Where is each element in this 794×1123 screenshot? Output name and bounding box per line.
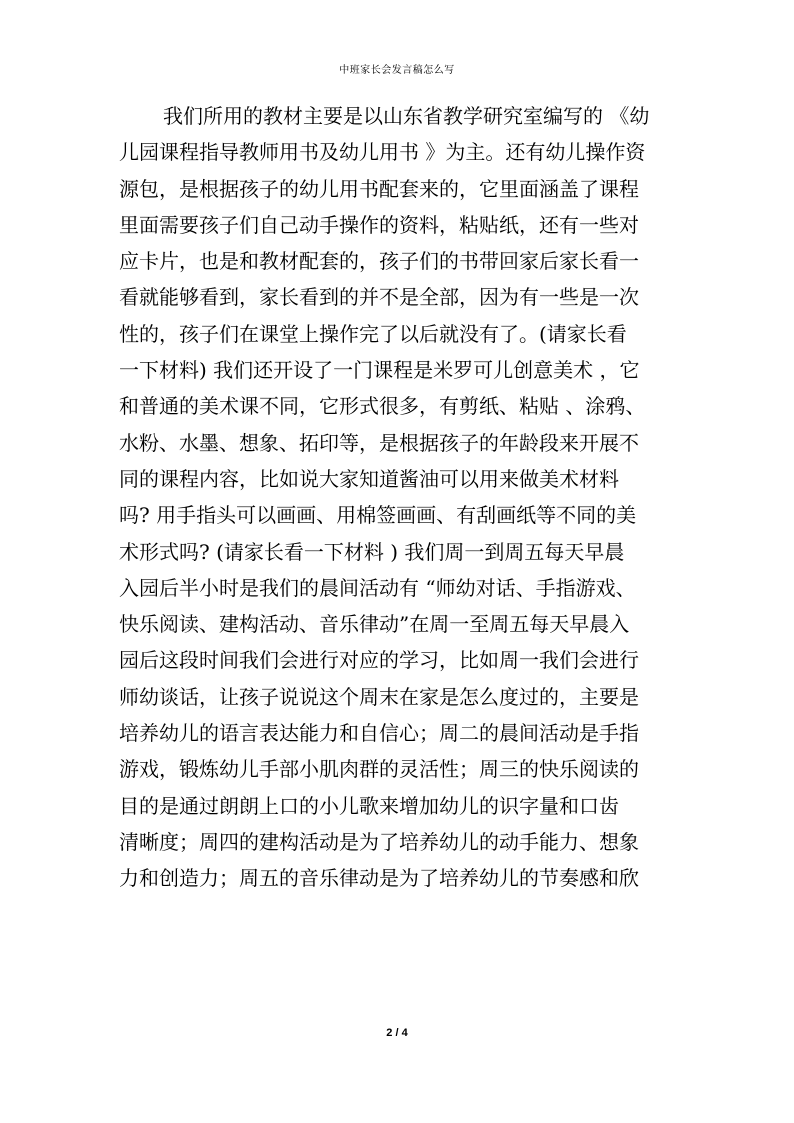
body-paragraph <box>119 98 679 897</box>
text-line: 看就能够看到，家长看到的并不是全部，因为有一些是一次 <box>119 285 639 310</box>
text-line: 术形式吗? (请家长看一下材料 ) 我们周一到周五每天早晨 <box>119 539 625 564</box>
text-line: 同的课程内容，比如说大家知道酱油可以用来做美术材料 <box>119 466 619 491</box>
text-line: 培养幼儿的语言表达能力和自信心；周二的晨间活动是手指 <box>119 721 639 746</box>
page-number: 2 / 4 <box>386 1027 408 1039</box>
text-line: 应卡片，也是和教材配套的，孩子们的书带回家后家长看一 <box>119 249 639 274</box>
text-line: 力和创造力；周五的音乐律动是为了培养幼儿的节奏感和欣 <box>119 866 639 891</box>
text-line: 快乐阅读、建构活动、音乐律动”在周一至周五每天早晨入 <box>119 612 630 637</box>
text-line: 性的，孩子们在课堂上操作完了以后就没有了。(请家长看 <box>119 321 627 346</box>
text-line: 儿园课程指导教师用书及幼儿用书 》为主。还有幼儿操作资 <box>119 140 646 165</box>
text-line: 目的是通过朗朗上口的小儿歌来增加幼儿的识字量和口齿 <box>119 793 619 818</box>
text-line: 师幼谈话，让孩子说说这个周末在家是怎么度过的，主要是 <box>119 684 639 709</box>
text-line: 里面需要孩子们自己动手操作的资料，粘贴纸，还有一些对 <box>119 212 639 237</box>
text-line: 一下材料) 我们还开设了一门课程是米罗可儿创意美术 ，它 <box>119 358 640 383</box>
text-line: 游戏，锻炼幼儿手部小肌肉群的灵活性；周三的快乐阅读的 <box>119 757 639 782</box>
text-line: 入园后半小时是我们的晨间活动有 “师幼对话、手指游戏、 <box>119 575 636 600</box>
text-line: 园后这段时间我们会进行对应的学习，比如周一我们会进行 <box>119 648 639 673</box>
text-line: 水粉、水墨、想象、拓印等，是根据孩子的年龄段来开展不 <box>119 430 639 455</box>
text-line: 我们所用的教材主要是以山东省教学研究室编写的 《幼 <box>163 104 650 128</box>
page-header-title: 中班家长会发言稿怎么写 <box>339 65 455 76</box>
text-line: 吗? 用手指头可以画画、用棉签画画、有刮画纸等不同的美 <box>119 503 637 528</box>
text-line: 清晰度；周四的建构活动是为了培养幼儿的动手能力、想象 <box>119 829 639 854</box>
text-line: 源包，是根据孩子的幼儿用书配套来的，它里面涵盖了课程 <box>119 176 639 201</box>
text-line: 和普通的美术课不同，它形式很多，有剪纸、粘贴 、涂鸦、 <box>119 394 646 419</box>
